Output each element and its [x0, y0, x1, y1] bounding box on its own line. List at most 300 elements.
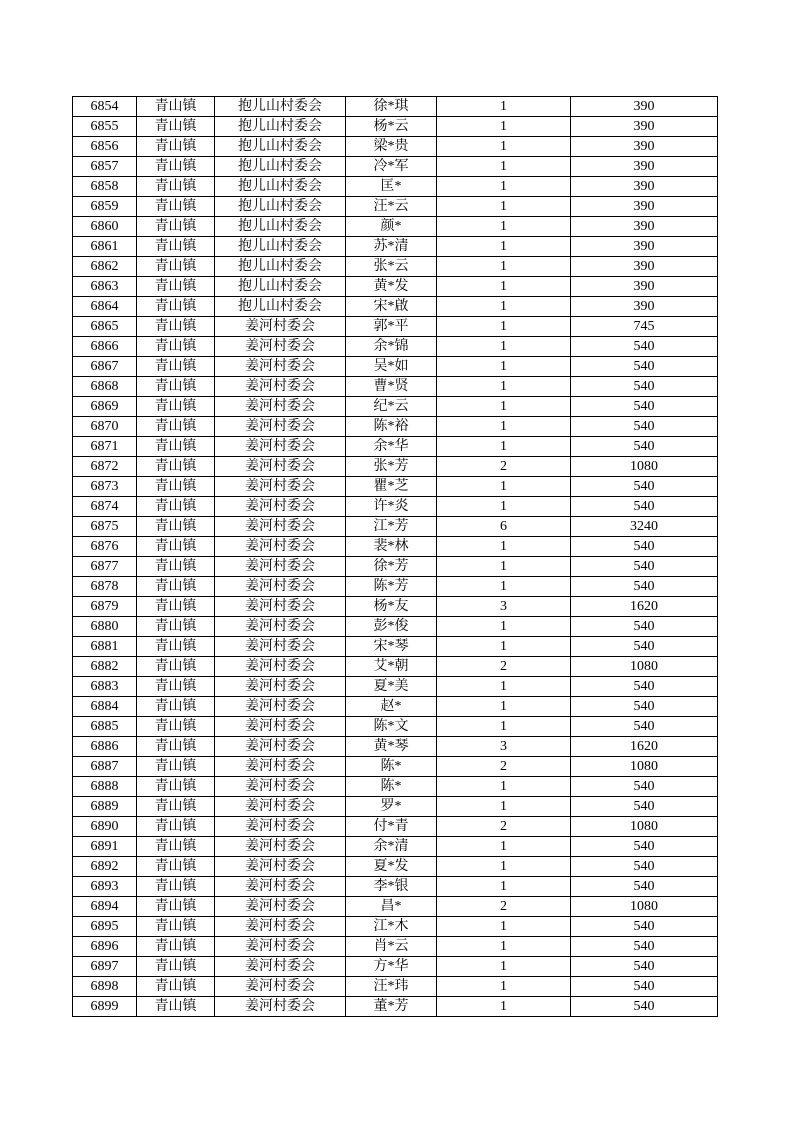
row-number-cell: 6871: [73, 437, 137, 457]
table-row: [73, 937, 718, 957]
table-row: [73, 417, 718, 437]
town-cell: 青山镇: [137, 637, 215, 657]
row-number-cell: 6880: [73, 617, 137, 637]
count-cell: 3: [437, 597, 571, 617]
document-page: [72, 96, 718, 1017]
village-committee-cell: 姜河村委会: [215, 337, 346, 357]
table-row: [73, 877, 718, 897]
amount-cell: 540: [571, 617, 718, 637]
row-number-cell: 6883: [73, 677, 137, 697]
town-cell: 青山镇: [137, 737, 215, 757]
count-cell: 1: [437, 257, 571, 277]
village-committee-cell: 抱儿山村委会: [215, 137, 346, 157]
amount-cell: 540: [571, 877, 718, 897]
amount-cell: 540: [571, 417, 718, 437]
village-committee-cell: 姜河村委会: [215, 377, 346, 397]
table-row: [73, 917, 718, 937]
count-cell: 1: [437, 477, 571, 497]
name-cell: 冷*军: [346, 157, 437, 177]
row-number-cell: 6872: [73, 457, 137, 477]
row-number-cell: 6858: [73, 177, 137, 197]
town-cell: 青山镇: [137, 237, 215, 257]
table-row: [73, 357, 718, 377]
village-committee-cell: 姜河村委会: [215, 837, 346, 857]
row-number-cell: 6885: [73, 717, 137, 737]
name-cell: 杨*云: [346, 117, 437, 137]
count-cell: 1: [437, 97, 571, 117]
town-cell: 青山镇: [137, 397, 215, 417]
count-cell: 2: [437, 817, 571, 837]
table-row: [73, 97, 718, 117]
name-cell: 汪*玮: [346, 977, 437, 997]
amount-cell: 390: [571, 297, 718, 317]
name-cell: 曹*贤: [346, 377, 437, 397]
name-cell: 陈*: [346, 757, 437, 777]
town-cell: 青山镇: [137, 897, 215, 917]
village-committee-cell: 姜河村委会: [215, 997, 346, 1017]
row-number-cell: 6874: [73, 497, 137, 517]
village-committee-cell: 抱儿山村委会: [215, 97, 346, 117]
count-cell: 1: [437, 837, 571, 857]
amount-cell: 540: [571, 477, 718, 497]
row-number-cell: 6869: [73, 397, 137, 417]
data-table: [72, 96, 718, 1017]
table-row: [73, 977, 718, 997]
count-cell: 1: [437, 177, 571, 197]
amount-cell: 390: [571, 117, 718, 137]
name-cell: 陈*裕: [346, 417, 437, 437]
count-cell: 1: [437, 337, 571, 357]
name-cell: 江*木: [346, 917, 437, 937]
amount-cell: 540: [571, 717, 718, 737]
amount-cell: 540: [571, 857, 718, 877]
name-cell: 张*芳: [346, 457, 437, 477]
count-cell: 1: [437, 977, 571, 997]
amount-cell: 540: [571, 377, 718, 397]
table-row: [73, 257, 718, 277]
village-committee-cell: 姜河村委会: [215, 977, 346, 997]
name-cell: 余*清: [346, 837, 437, 857]
town-cell: 青山镇: [137, 597, 215, 617]
amount-cell: 540: [571, 997, 718, 1017]
town-cell: 青山镇: [137, 357, 215, 377]
village-committee-cell: 姜河村委会: [215, 657, 346, 677]
table-row: [73, 717, 718, 737]
village-committee-cell: 抱儿山村委会: [215, 277, 346, 297]
count-cell: 1: [437, 857, 571, 877]
name-cell: 赵*: [346, 697, 437, 717]
town-cell: 青山镇: [137, 297, 215, 317]
row-number-cell: 6898: [73, 977, 137, 997]
count-cell: 2: [437, 657, 571, 677]
name-cell: 夏*发: [346, 857, 437, 877]
town-cell: 青山镇: [137, 557, 215, 577]
table-row: [73, 997, 718, 1017]
row-number-cell: 6861: [73, 237, 137, 257]
name-cell: 宋*琴: [346, 637, 437, 657]
town-cell: 青山镇: [137, 937, 215, 957]
amount-cell: 540: [571, 337, 718, 357]
amount-cell: 1080: [571, 897, 718, 917]
amount-cell: 3240: [571, 517, 718, 537]
count-cell: 2: [437, 897, 571, 917]
amount-cell: 540: [571, 837, 718, 857]
town-cell: 青山镇: [137, 697, 215, 717]
village-committee-cell: 抱儿山村委会: [215, 157, 346, 177]
table-row: [73, 377, 718, 397]
table-row: [73, 737, 718, 757]
table-row: [73, 617, 718, 637]
count-cell: 3: [437, 737, 571, 757]
count-cell: 1: [437, 157, 571, 177]
count-cell: 1: [437, 417, 571, 437]
town-cell: 青山镇: [137, 497, 215, 517]
amount-cell: 1080: [571, 757, 718, 777]
table-row: [73, 597, 718, 617]
row-number-cell: 6889: [73, 797, 137, 817]
table-row: [73, 797, 718, 817]
count-cell: 2: [437, 757, 571, 777]
table-row: [73, 637, 718, 657]
village-committee-cell: 姜河村委会: [215, 817, 346, 837]
village-committee-cell: 姜河村委会: [215, 617, 346, 637]
amount-cell: 1080: [571, 457, 718, 477]
village-committee-cell: 姜河村委会: [215, 717, 346, 737]
name-cell: 肖*云: [346, 937, 437, 957]
name-cell: 汪*云: [346, 197, 437, 217]
row-number-cell: 6894: [73, 897, 137, 917]
amount-cell: 540: [571, 697, 718, 717]
row-number-cell: 6878: [73, 577, 137, 597]
village-committee-cell: 姜河村委会: [215, 537, 346, 557]
village-committee-cell: 抱儿山村委会: [215, 197, 346, 217]
village-committee-cell: 姜河村委会: [215, 597, 346, 617]
row-number-cell: 6882: [73, 657, 137, 677]
table-row: [73, 677, 718, 697]
table-row: [73, 697, 718, 717]
town-cell: 青山镇: [137, 657, 215, 677]
town-cell: 青山镇: [137, 797, 215, 817]
name-cell: 余*华: [346, 437, 437, 457]
town-cell: 青山镇: [137, 977, 215, 997]
town-cell: 青山镇: [137, 177, 215, 197]
town-cell: 青山镇: [137, 837, 215, 857]
table-body: [73, 97, 718, 1017]
amount-cell: 540: [571, 917, 718, 937]
table-row: [73, 897, 718, 917]
village-committee-cell: 抱儿山村委会: [215, 177, 346, 197]
count-cell: 1: [437, 797, 571, 817]
name-cell: 董*芳: [346, 997, 437, 1017]
count-cell: 1: [437, 717, 571, 737]
row-number-cell: 6875: [73, 517, 137, 537]
name-cell: 陈*文: [346, 717, 437, 737]
town-cell: 青山镇: [137, 757, 215, 777]
village-committee-cell: 姜河村委会: [215, 737, 346, 757]
name-cell: 艾*朝: [346, 657, 437, 677]
town-cell: 青山镇: [137, 917, 215, 937]
town-cell: 青山镇: [137, 997, 215, 1017]
table-row: [73, 537, 718, 557]
name-cell: 匡*: [346, 177, 437, 197]
row-number-cell: 6877: [73, 557, 137, 577]
table-row: [73, 957, 718, 977]
name-cell: 夏*美: [346, 677, 437, 697]
row-number-cell: 6857: [73, 157, 137, 177]
town-cell: 青山镇: [137, 437, 215, 457]
count-cell: 1: [437, 677, 571, 697]
town-cell: 青山镇: [137, 97, 215, 117]
name-cell: 苏*清: [346, 237, 437, 257]
row-number-cell: 6873: [73, 477, 137, 497]
name-cell: 裴*林: [346, 537, 437, 557]
town-cell: 青山镇: [137, 377, 215, 397]
table-row: [73, 117, 718, 137]
town-cell: 青山镇: [137, 957, 215, 977]
town-cell: 青山镇: [137, 137, 215, 157]
count-cell: 1: [437, 577, 571, 597]
count-cell: 1: [437, 297, 571, 317]
count-cell: 1: [437, 317, 571, 337]
village-committee-cell: 姜河村委会: [215, 497, 346, 517]
village-committee-cell: 姜河村委会: [215, 437, 346, 457]
row-number-cell: 6870: [73, 417, 137, 437]
village-committee-cell: 姜河村委会: [215, 517, 346, 537]
village-committee-cell: 抱儿山村委会: [215, 297, 346, 317]
village-committee-cell: 姜河村委会: [215, 957, 346, 977]
town-cell: 青山镇: [137, 197, 215, 217]
village-committee-cell: 姜河村委会: [215, 457, 346, 477]
name-cell: 纪*云: [346, 397, 437, 417]
amount-cell: 745: [571, 317, 718, 337]
town-cell: 青山镇: [137, 877, 215, 897]
amount-cell: 1620: [571, 597, 718, 617]
count-cell: 1: [437, 137, 571, 157]
amount-cell: 540: [571, 397, 718, 417]
count-cell: 1: [437, 277, 571, 297]
table-row: [73, 217, 718, 237]
row-number-cell: 6884: [73, 697, 137, 717]
row-number-cell: 6899: [73, 997, 137, 1017]
count-cell: 1: [437, 877, 571, 897]
village-committee-cell: 姜河村委会: [215, 317, 346, 337]
village-committee-cell: 抱儿山村委会: [215, 117, 346, 137]
town-cell: 青山镇: [137, 157, 215, 177]
table-row: [73, 297, 718, 317]
town-cell: 青山镇: [137, 777, 215, 797]
row-number-cell: 6887: [73, 757, 137, 777]
name-cell: 黄*琴: [346, 737, 437, 757]
row-number-cell: 6892: [73, 857, 137, 877]
town-cell: 青山镇: [137, 277, 215, 297]
table-row: [73, 177, 718, 197]
village-committee-cell: 抱儿山村委会: [215, 237, 346, 257]
count-cell: 1: [437, 617, 571, 637]
name-cell: 许*炎: [346, 497, 437, 517]
row-number-cell: 6879: [73, 597, 137, 617]
village-committee-cell: 抱儿山村委会: [215, 257, 346, 277]
village-committee-cell: 姜河村委会: [215, 757, 346, 777]
row-number-cell: 6864: [73, 297, 137, 317]
amount-cell: 540: [571, 937, 718, 957]
table-row: [73, 477, 718, 497]
count-cell: 1: [437, 957, 571, 977]
row-number-cell: 6855: [73, 117, 137, 137]
name-cell: 余*锦: [346, 337, 437, 357]
count-cell: 1: [437, 537, 571, 557]
town-cell: 青山镇: [137, 117, 215, 137]
name-cell: 陈*芳: [346, 577, 437, 597]
count-cell: 1: [437, 997, 571, 1017]
village-committee-cell: 姜河村委会: [215, 557, 346, 577]
amount-cell: 540: [571, 957, 718, 977]
row-number-cell: 6890: [73, 817, 137, 837]
table-row: [73, 277, 718, 297]
village-committee-cell: 姜河村委会: [215, 777, 346, 797]
village-committee-cell: 姜河村委会: [215, 417, 346, 437]
town-cell: 青山镇: [137, 517, 215, 537]
row-number-cell: 6866: [73, 337, 137, 357]
row-number-cell: 6854: [73, 97, 137, 117]
table-row: [73, 757, 718, 777]
amount-cell: 540: [571, 497, 718, 517]
amount-cell: 390: [571, 217, 718, 237]
row-number-cell: 6881: [73, 637, 137, 657]
row-number-cell: 6893: [73, 877, 137, 897]
amount-cell: 540: [571, 577, 718, 597]
town-cell: 青山镇: [137, 577, 215, 597]
count-cell: 1: [437, 217, 571, 237]
row-number-cell: 6886: [73, 737, 137, 757]
count-cell: 6: [437, 517, 571, 537]
town-cell: 青山镇: [137, 817, 215, 837]
row-number-cell: 6860: [73, 217, 137, 237]
village-committee-cell: 姜河村委会: [215, 697, 346, 717]
table-row: [73, 317, 718, 337]
town-cell: 青山镇: [137, 317, 215, 337]
row-number-cell: 6888: [73, 777, 137, 797]
amount-cell: 390: [571, 157, 718, 177]
name-cell: 陈*: [346, 777, 437, 797]
amount-cell: 1080: [571, 657, 718, 677]
amount-cell: 540: [571, 357, 718, 377]
count-cell: 1: [437, 237, 571, 257]
town-cell: 青山镇: [137, 677, 215, 697]
village-committee-cell: 姜河村委会: [215, 357, 346, 377]
amount-cell: 540: [571, 797, 718, 817]
count-cell: 1: [437, 117, 571, 137]
row-number-cell: 6863: [73, 277, 137, 297]
town-cell: 青山镇: [137, 337, 215, 357]
amount-cell: 390: [571, 277, 718, 297]
count-cell: 1: [437, 777, 571, 797]
table-row: [73, 657, 718, 677]
count-cell: 1: [437, 437, 571, 457]
name-cell: 付*青: [346, 817, 437, 837]
table-row: [73, 397, 718, 417]
amount-cell: 540: [571, 777, 718, 797]
name-cell: 罗*: [346, 797, 437, 817]
name-cell: 张*云: [346, 257, 437, 277]
table-row: [73, 777, 718, 797]
name-cell: 颜*: [346, 217, 437, 237]
count-cell: 1: [437, 377, 571, 397]
name-cell: 江*芳: [346, 517, 437, 537]
amount-cell: 390: [571, 197, 718, 217]
village-committee-cell: 姜河村委会: [215, 897, 346, 917]
amount-cell: 540: [571, 537, 718, 557]
row-number-cell: 6856: [73, 137, 137, 157]
town-cell: 青山镇: [137, 857, 215, 877]
name-cell: 李*银: [346, 877, 437, 897]
count-cell: 1: [437, 197, 571, 217]
name-cell: 徐*琪: [346, 97, 437, 117]
table-row: [73, 837, 718, 857]
row-number-cell: 6867: [73, 357, 137, 377]
count-cell: 1: [437, 637, 571, 657]
count-cell: 1: [437, 397, 571, 417]
village-committee-cell: 姜河村委会: [215, 857, 346, 877]
town-cell: 青山镇: [137, 717, 215, 737]
name-cell: 黄*发: [346, 277, 437, 297]
town-cell: 青山镇: [137, 217, 215, 237]
table-row: [73, 337, 718, 357]
row-number-cell: 6895: [73, 917, 137, 937]
amount-cell: 390: [571, 97, 718, 117]
town-cell: 青山镇: [137, 457, 215, 477]
row-number-cell: 6876: [73, 537, 137, 557]
table-row: [73, 557, 718, 577]
town-cell: 青山镇: [137, 617, 215, 637]
village-committee-cell: 姜河村委会: [215, 397, 346, 417]
table-row: [73, 437, 718, 457]
row-number-cell: 6897: [73, 957, 137, 977]
amount-cell: 540: [571, 977, 718, 997]
amount-cell: 540: [571, 637, 718, 657]
count-cell: 1: [437, 557, 571, 577]
row-number-cell: 6896: [73, 937, 137, 957]
amount-cell: 1620: [571, 737, 718, 757]
village-committee-cell: 姜河村委会: [215, 677, 346, 697]
name-cell: 徐*芳: [346, 557, 437, 577]
table-row: [73, 237, 718, 257]
name-cell: 宋*啟: [346, 297, 437, 317]
table-row: [73, 457, 718, 477]
row-number-cell: 6891: [73, 837, 137, 857]
name-cell: 吴*如: [346, 357, 437, 377]
table-row: [73, 817, 718, 837]
name-cell: 瞿*芝: [346, 477, 437, 497]
village-committee-cell: 姜河村委会: [215, 797, 346, 817]
table-row: [73, 857, 718, 877]
name-cell: 方*华: [346, 957, 437, 977]
table-row: [73, 577, 718, 597]
amount-cell: 390: [571, 177, 718, 197]
town-cell: 青山镇: [137, 477, 215, 497]
count-cell: 1: [437, 357, 571, 377]
row-number-cell: 6862: [73, 257, 137, 277]
count-cell: 1: [437, 497, 571, 517]
village-committee-cell: 姜河村委会: [215, 877, 346, 897]
count-cell: 1: [437, 917, 571, 937]
row-number-cell: 6859: [73, 197, 137, 217]
town-cell: 青山镇: [137, 417, 215, 437]
name-cell: 郭*平: [346, 317, 437, 337]
table-row: [73, 157, 718, 177]
amount-cell: 540: [571, 437, 718, 457]
row-number-cell: 6865: [73, 317, 137, 337]
table-row: [73, 197, 718, 217]
